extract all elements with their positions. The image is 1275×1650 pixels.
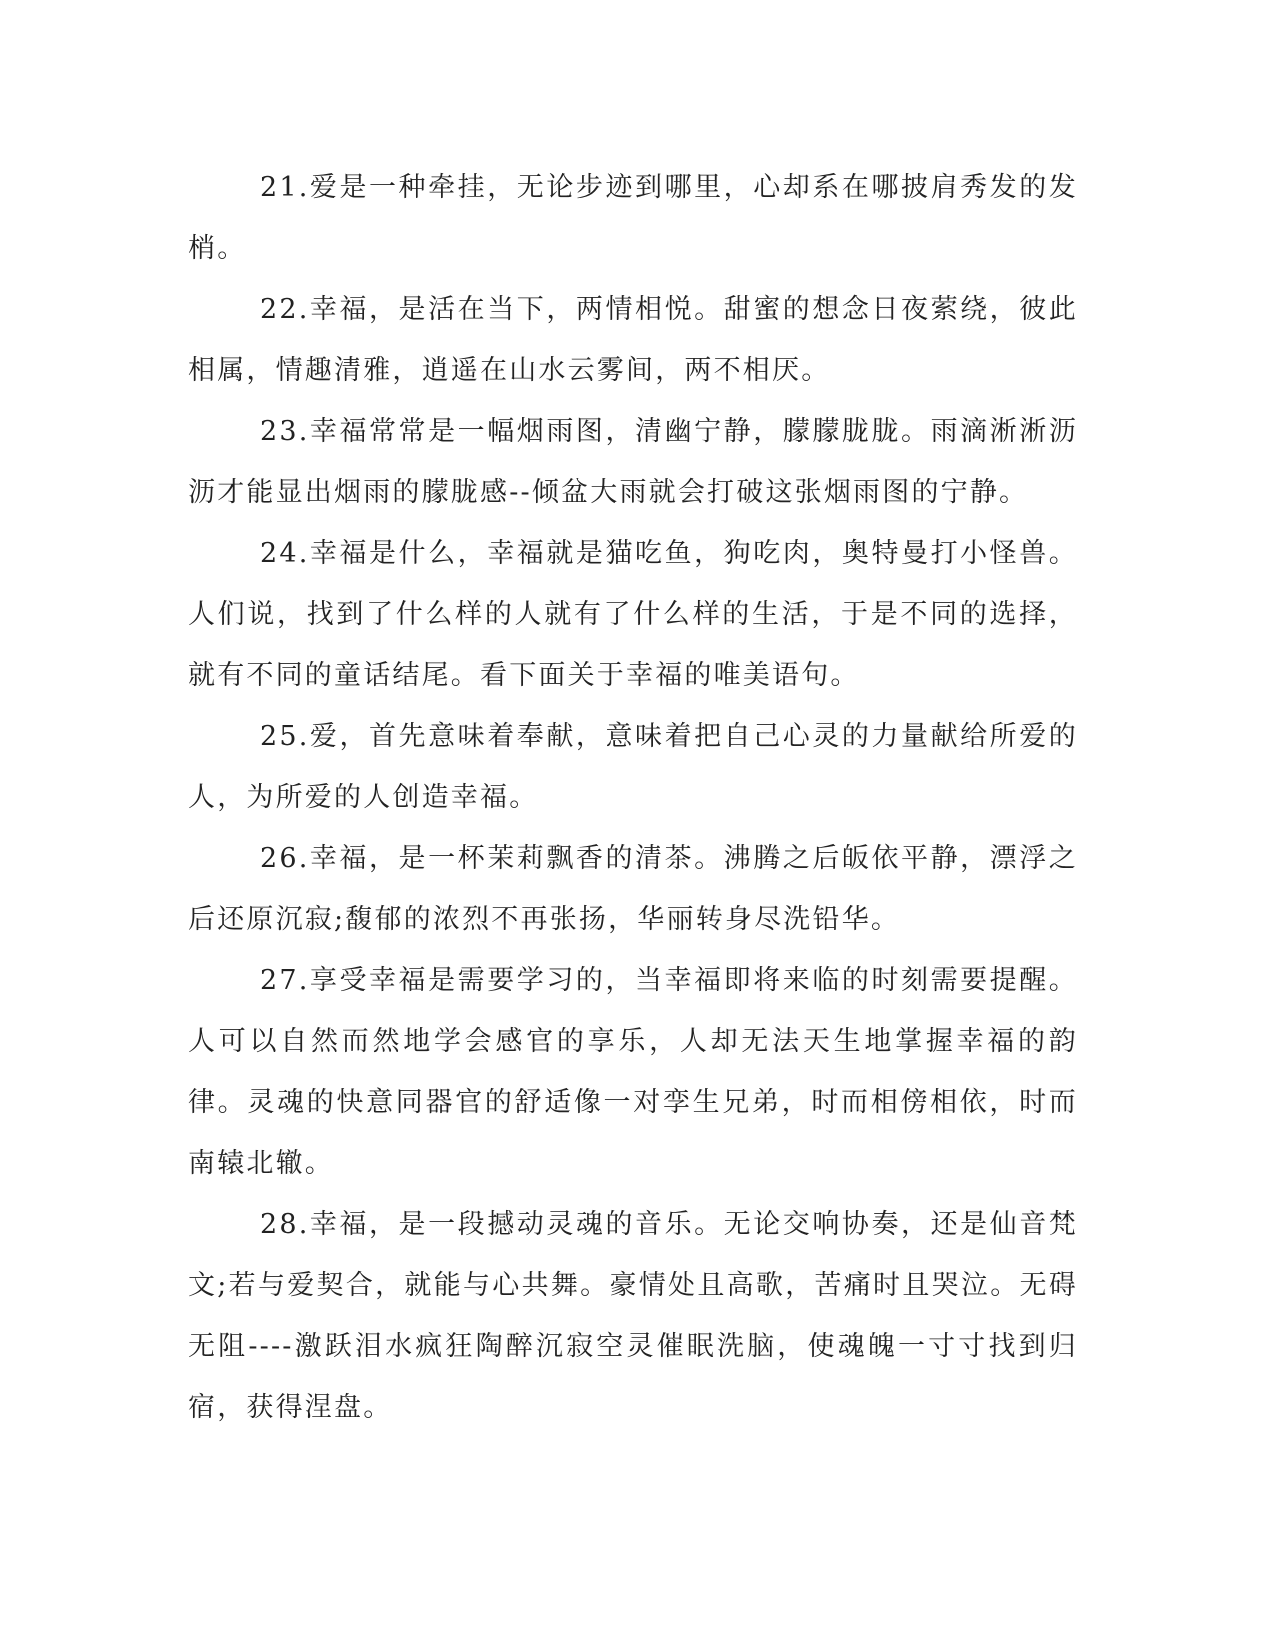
paragraph-21: 21.爱是一种牵挂，无论步迹到哪里，心却系在哪披肩秀发的发梢。 [188,172,1078,264]
paragraph-28: 28.幸福，是一段撼动灵魂的音乐。无论交响协奏，还是仙音梵文;若与爱契合，就能与心共舞。豪情处且高歌，苦痛时且哭泣。无碍无阻----激跃泪水疯狂陶醉沉寂空灵催眠洗脑，使魂魄一寸寸找到归宿，获得涅盘。 [188,1209,1078,1423]
paragraph-23: 23.幸福常常是一幅烟雨图，清幽宁静，朦朦胧胧。雨滴淅淅沥沥才能显出烟雨的朦胧感--倾盆大雨就会打破这张烟雨图的宁静。 [188,416,1078,508]
paragraph-24: 24.幸福是什么，幸福就是猫吃鱼，狗吃肉，奥特曼打小怪兽。人们说，找到了什么样的人就有了什么样的生活，于是不同的选择，就有不同的童话结尾。看下面关于幸福的唯美语句。 [188,538,1078,691]
document-body [188,157,1078,1438]
paragraph-27: 27.享受幸福是需要学习的，当幸福即将来临的时刻需要提醒。人可以自然而然地学会感官的享乐，人却无法天生地掌握幸福的韵律。灵魂的快意同器官的舒适像一对孪生兄弟，时而相傍相依，时而南辕北辙。 [188,965,1078,1179]
paragraph-22: 22.幸福，是活在当下，两情相悦。甜蜜的想念日夜萦绕，彼此相属，情趣清雅，逍遥在山水云雾间，两不相厌。 [188,294,1078,386]
paragraph-26: 26.幸福，是一杯茉莉飘香的清茶。沸腾之后皈依平静，漂浮之后还原沉寂;馥郁的浓烈不再张扬，华丽转身尽洗铅华。 [188,843,1078,935]
paragraph-25: 25.爱，首先意味着奉献，意味着把自己心灵的力量献给所爱的人，为所爱的人创造幸福。 [188,721,1078,813]
